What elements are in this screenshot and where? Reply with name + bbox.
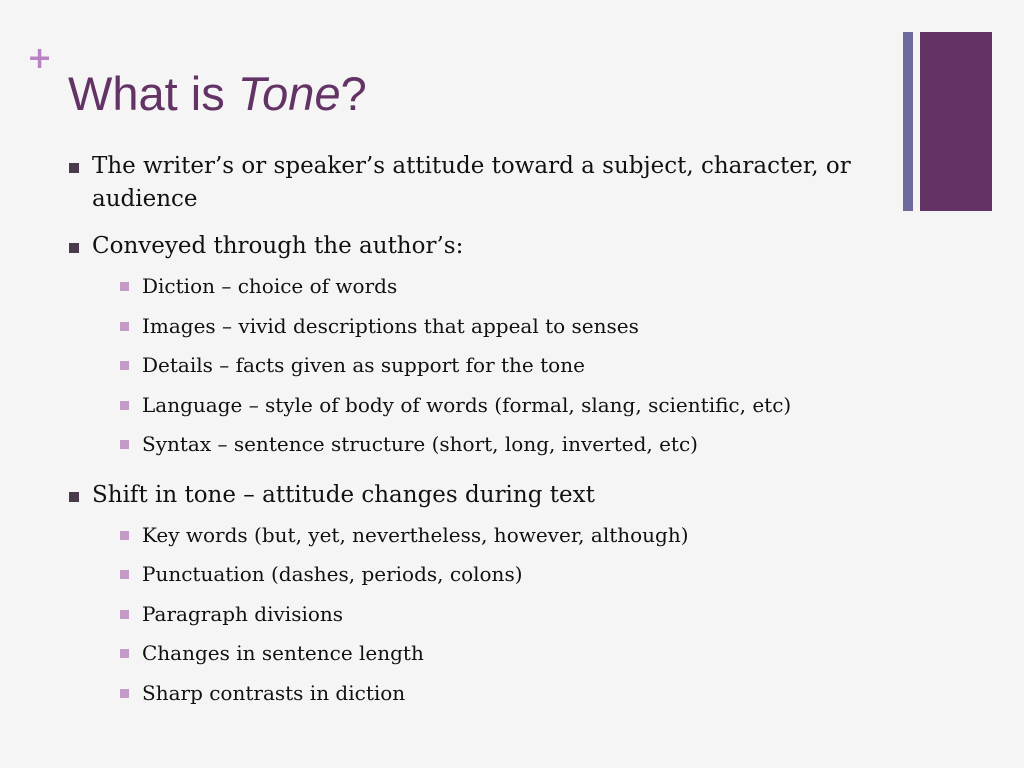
decorative-thin-bar xyxy=(903,32,913,211)
sub-bullet-list xyxy=(92,516,898,714)
square-bullet-icon xyxy=(120,282,129,291)
sub-bullet-text: Diction – choice of words xyxy=(142,274,398,298)
sub-bullet-item xyxy=(116,516,898,556)
sub-bullet-text: Changes in sentence length xyxy=(142,641,424,665)
sub-bullet-item xyxy=(116,634,898,674)
square-bullet-icon xyxy=(120,610,129,619)
bullet-text: The writer’s or speaker’s attitude toward a subject, character, or audience xyxy=(92,153,851,212)
sub-bullet-text: Images – vivid descriptions that appeal to senses xyxy=(142,313,639,338)
sub-bullet-item xyxy=(116,674,898,714)
sub-bullet-item xyxy=(116,425,898,465)
sub-bullet-text: Sharp contrasts in diction xyxy=(142,680,406,705)
sub-bullet-item xyxy=(116,595,898,635)
sub-bullet-text: Punctuation (dashes, periods, colons) xyxy=(142,562,523,586)
bullet-item-definition xyxy=(68,150,898,216)
sub-bullet-text: Key words (but, yet, nevertheless, however, although) xyxy=(142,522,689,547)
bullet-text: Conveyed through the author’s: xyxy=(92,233,464,259)
sub-bullet-text: Language – style of body of words (formal, slang, scientific, etc) xyxy=(142,392,792,417)
square-bullet-icon xyxy=(120,531,129,540)
square-bullet-icon xyxy=(69,163,79,173)
square-bullet-icon xyxy=(120,649,129,658)
square-bullet-icon xyxy=(120,440,129,449)
sub-bullet-item xyxy=(116,386,898,426)
bullet-item-shift xyxy=(68,479,898,714)
sub-bullet-item xyxy=(116,267,898,307)
bullet-text: Shift in tone – attitude changes during text xyxy=(92,481,595,508)
sub-bullet-list xyxy=(92,267,898,465)
square-bullet-icon xyxy=(120,689,129,698)
title-prefix: What is xyxy=(68,67,238,120)
sub-bullet-item xyxy=(116,307,898,347)
square-bullet-icon xyxy=(69,243,79,253)
bullet-item-conveyed xyxy=(68,230,898,465)
square-bullet-icon xyxy=(120,361,129,370)
square-bullet-icon xyxy=(120,570,129,579)
title-suffix: ? xyxy=(340,67,367,120)
square-bullet-icon xyxy=(69,492,79,502)
sub-bullet-text: Syntax – sentence structure (short, long, inverted, etc) xyxy=(142,432,698,456)
square-bullet-icon xyxy=(120,401,129,410)
title-italic-word: Tone xyxy=(237,67,341,120)
sub-bullet-item xyxy=(116,555,898,595)
sub-bullet-item xyxy=(116,346,898,386)
slide-title xyxy=(68,64,367,124)
bullet-list xyxy=(68,150,898,713)
plus-icon: + xyxy=(27,41,53,76)
sub-bullet-text: Details – facts given as support for the tone xyxy=(142,353,585,377)
square-bullet-icon xyxy=(120,322,129,331)
sub-bullet-text: Paragraph divisions xyxy=(142,601,344,626)
decorative-thick-bar xyxy=(920,32,992,211)
